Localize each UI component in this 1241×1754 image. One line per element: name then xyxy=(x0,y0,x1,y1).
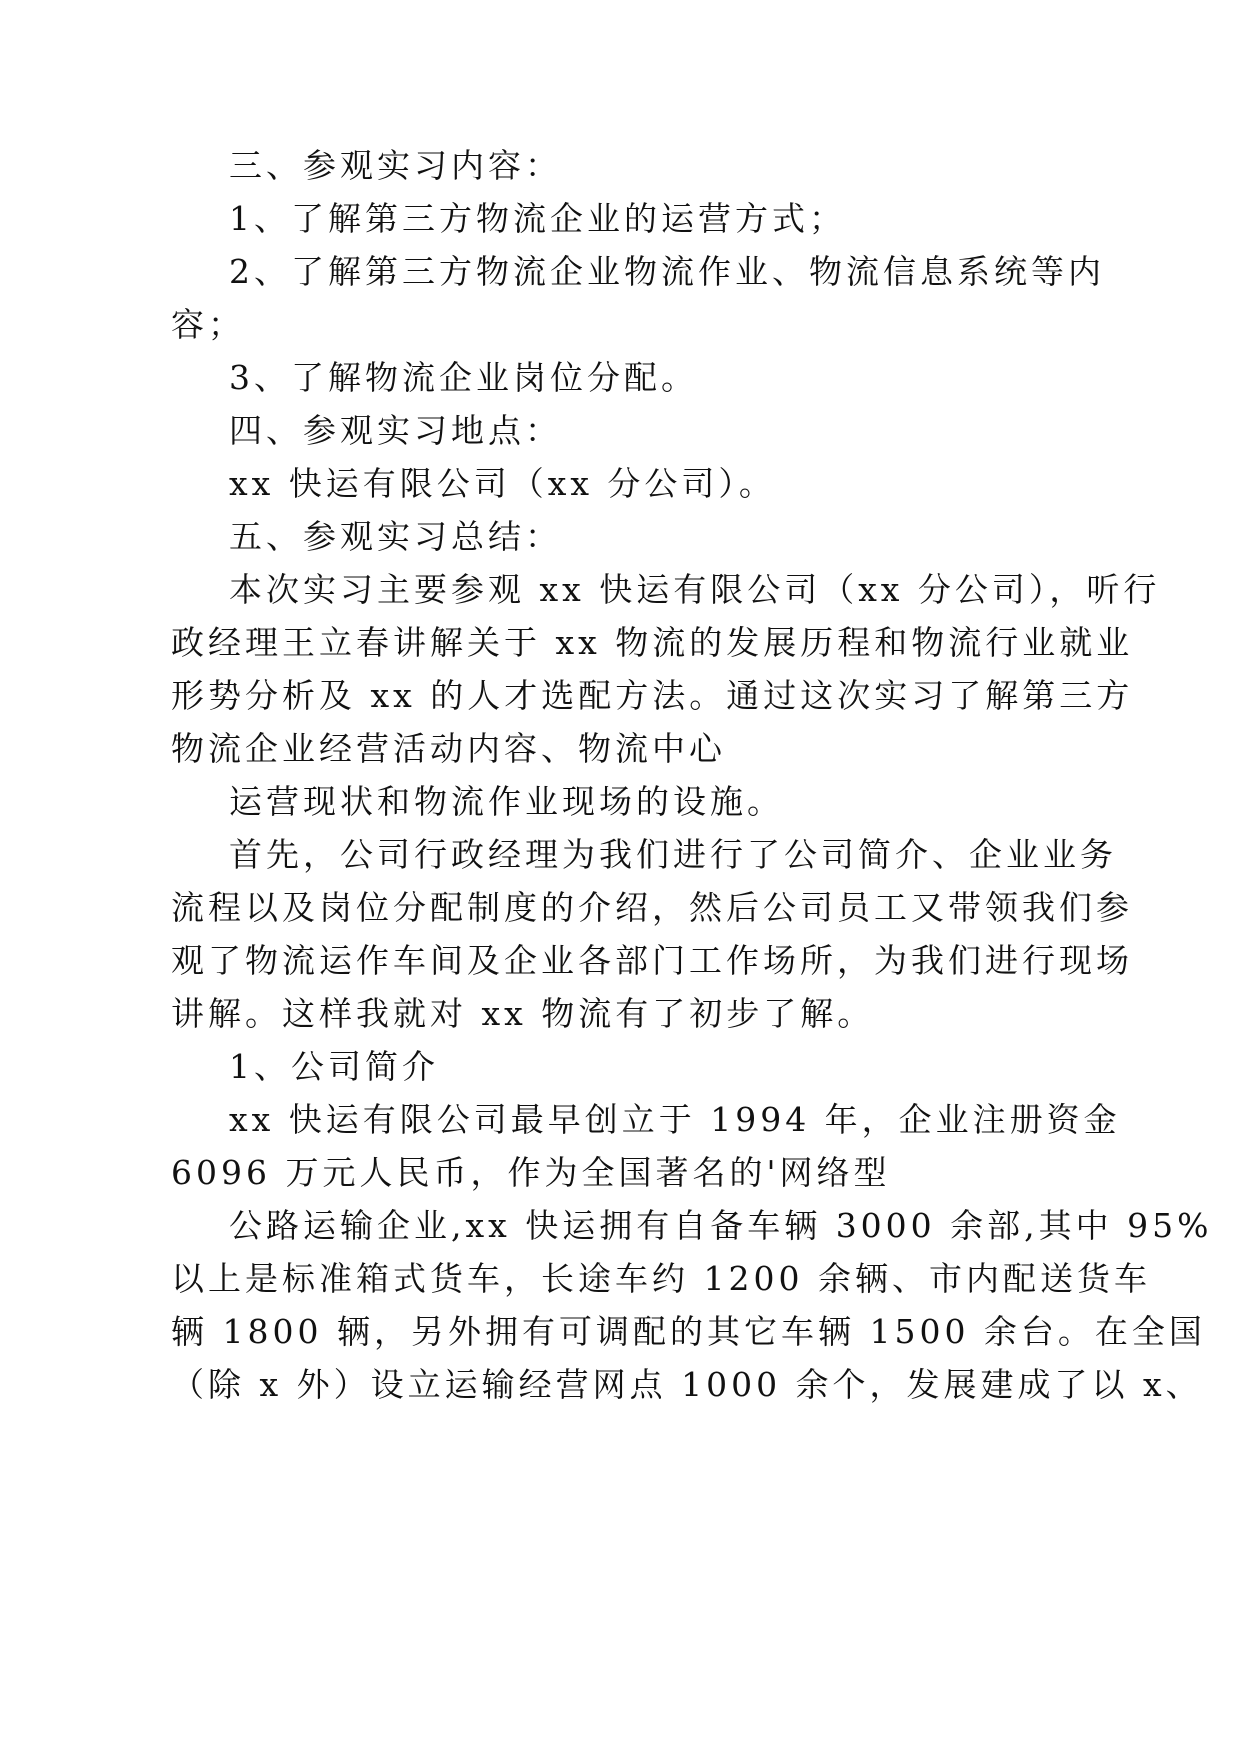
heading-company-profile: 1、公司简介 xyxy=(229,1047,439,1086)
list-item-3: 3、了解物流企业岗位分配。 xyxy=(229,358,698,397)
company-line-3: 公路运输企业,xx 快运拥有自备车辆 3000 余部,其中 95% xyxy=(229,1206,1213,1245)
list-item-2: 2、了解第三方物流企业物流作业、物流信息系统等内 xyxy=(229,252,1105,291)
company-line-5: 辆 1800 辆，另外拥有可调配的其它车辆 1500 余台。在全国 xyxy=(171,1312,1206,1351)
summary-line-3: 形势分析及 xx 的人才选配方法。通过这次实习了解第三方 xyxy=(171,676,1134,715)
heading-visit-location: 四、参观实习地点： xyxy=(229,411,562,450)
company-line-6: （除 x 外）设立运输经营网点 1000 余个，发展建成了以 x、 xyxy=(171,1365,1203,1404)
summary-line-4: 物流企业经营活动内容、物流中心 xyxy=(171,729,726,768)
summary-line-2: 政经理王立春讲解关于 xx 物流的发展历程和物流行业就业 xyxy=(171,623,1134,662)
summary-line-1: 本次实习主要参观 xx 快运有限公司（xx 分公司），听行 xyxy=(229,570,1161,609)
company-line-2: 6096 万元人民币，作为全国著名的'网络型 xyxy=(171,1153,891,1192)
location-text: xx 快运有限公司（xx 分公司）。 xyxy=(229,464,776,503)
heading-visit-content: 三、参观实习内容： xyxy=(229,146,562,185)
paragraph-first-line-3: 观了物流运作车间及企业各部门工作场所，为我们进行现场 xyxy=(171,941,1133,980)
company-line-1: xx 快运有限公司最早创立于 1994 年，企业注册资金 xyxy=(229,1100,1121,1139)
company-line-4: 以上是标准箱式货车，长途车约 1200 余辆、市内配送货车 xyxy=(171,1259,1151,1298)
paragraph-first-line-2: 流程以及岗位分配制度的介绍，然后公司员工又带领我们参 xyxy=(171,888,1133,927)
paragraph-first-line-4: 讲解。这样我就对 xx 物流有了初步了解。 xyxy=(171,994,875,1033)
list-item-2-continuation: 容； xyxy=(171,305,245,344)
summary-line-5: 运营现状和物流作业现场的设施。 xyxy=(229,782,784,821)
list-item-1: 1、了解第三方物流企业的运营方式； xyxy=(229,199,846,238)
heading-visit-summary: 五、参观实习总结： xyxy=(229,517,562,556)
paragraph-first-line-1: 首先，公司行政经理为我们进行了公司简介、企业业务 xyxy=(229,835,1117,874)
